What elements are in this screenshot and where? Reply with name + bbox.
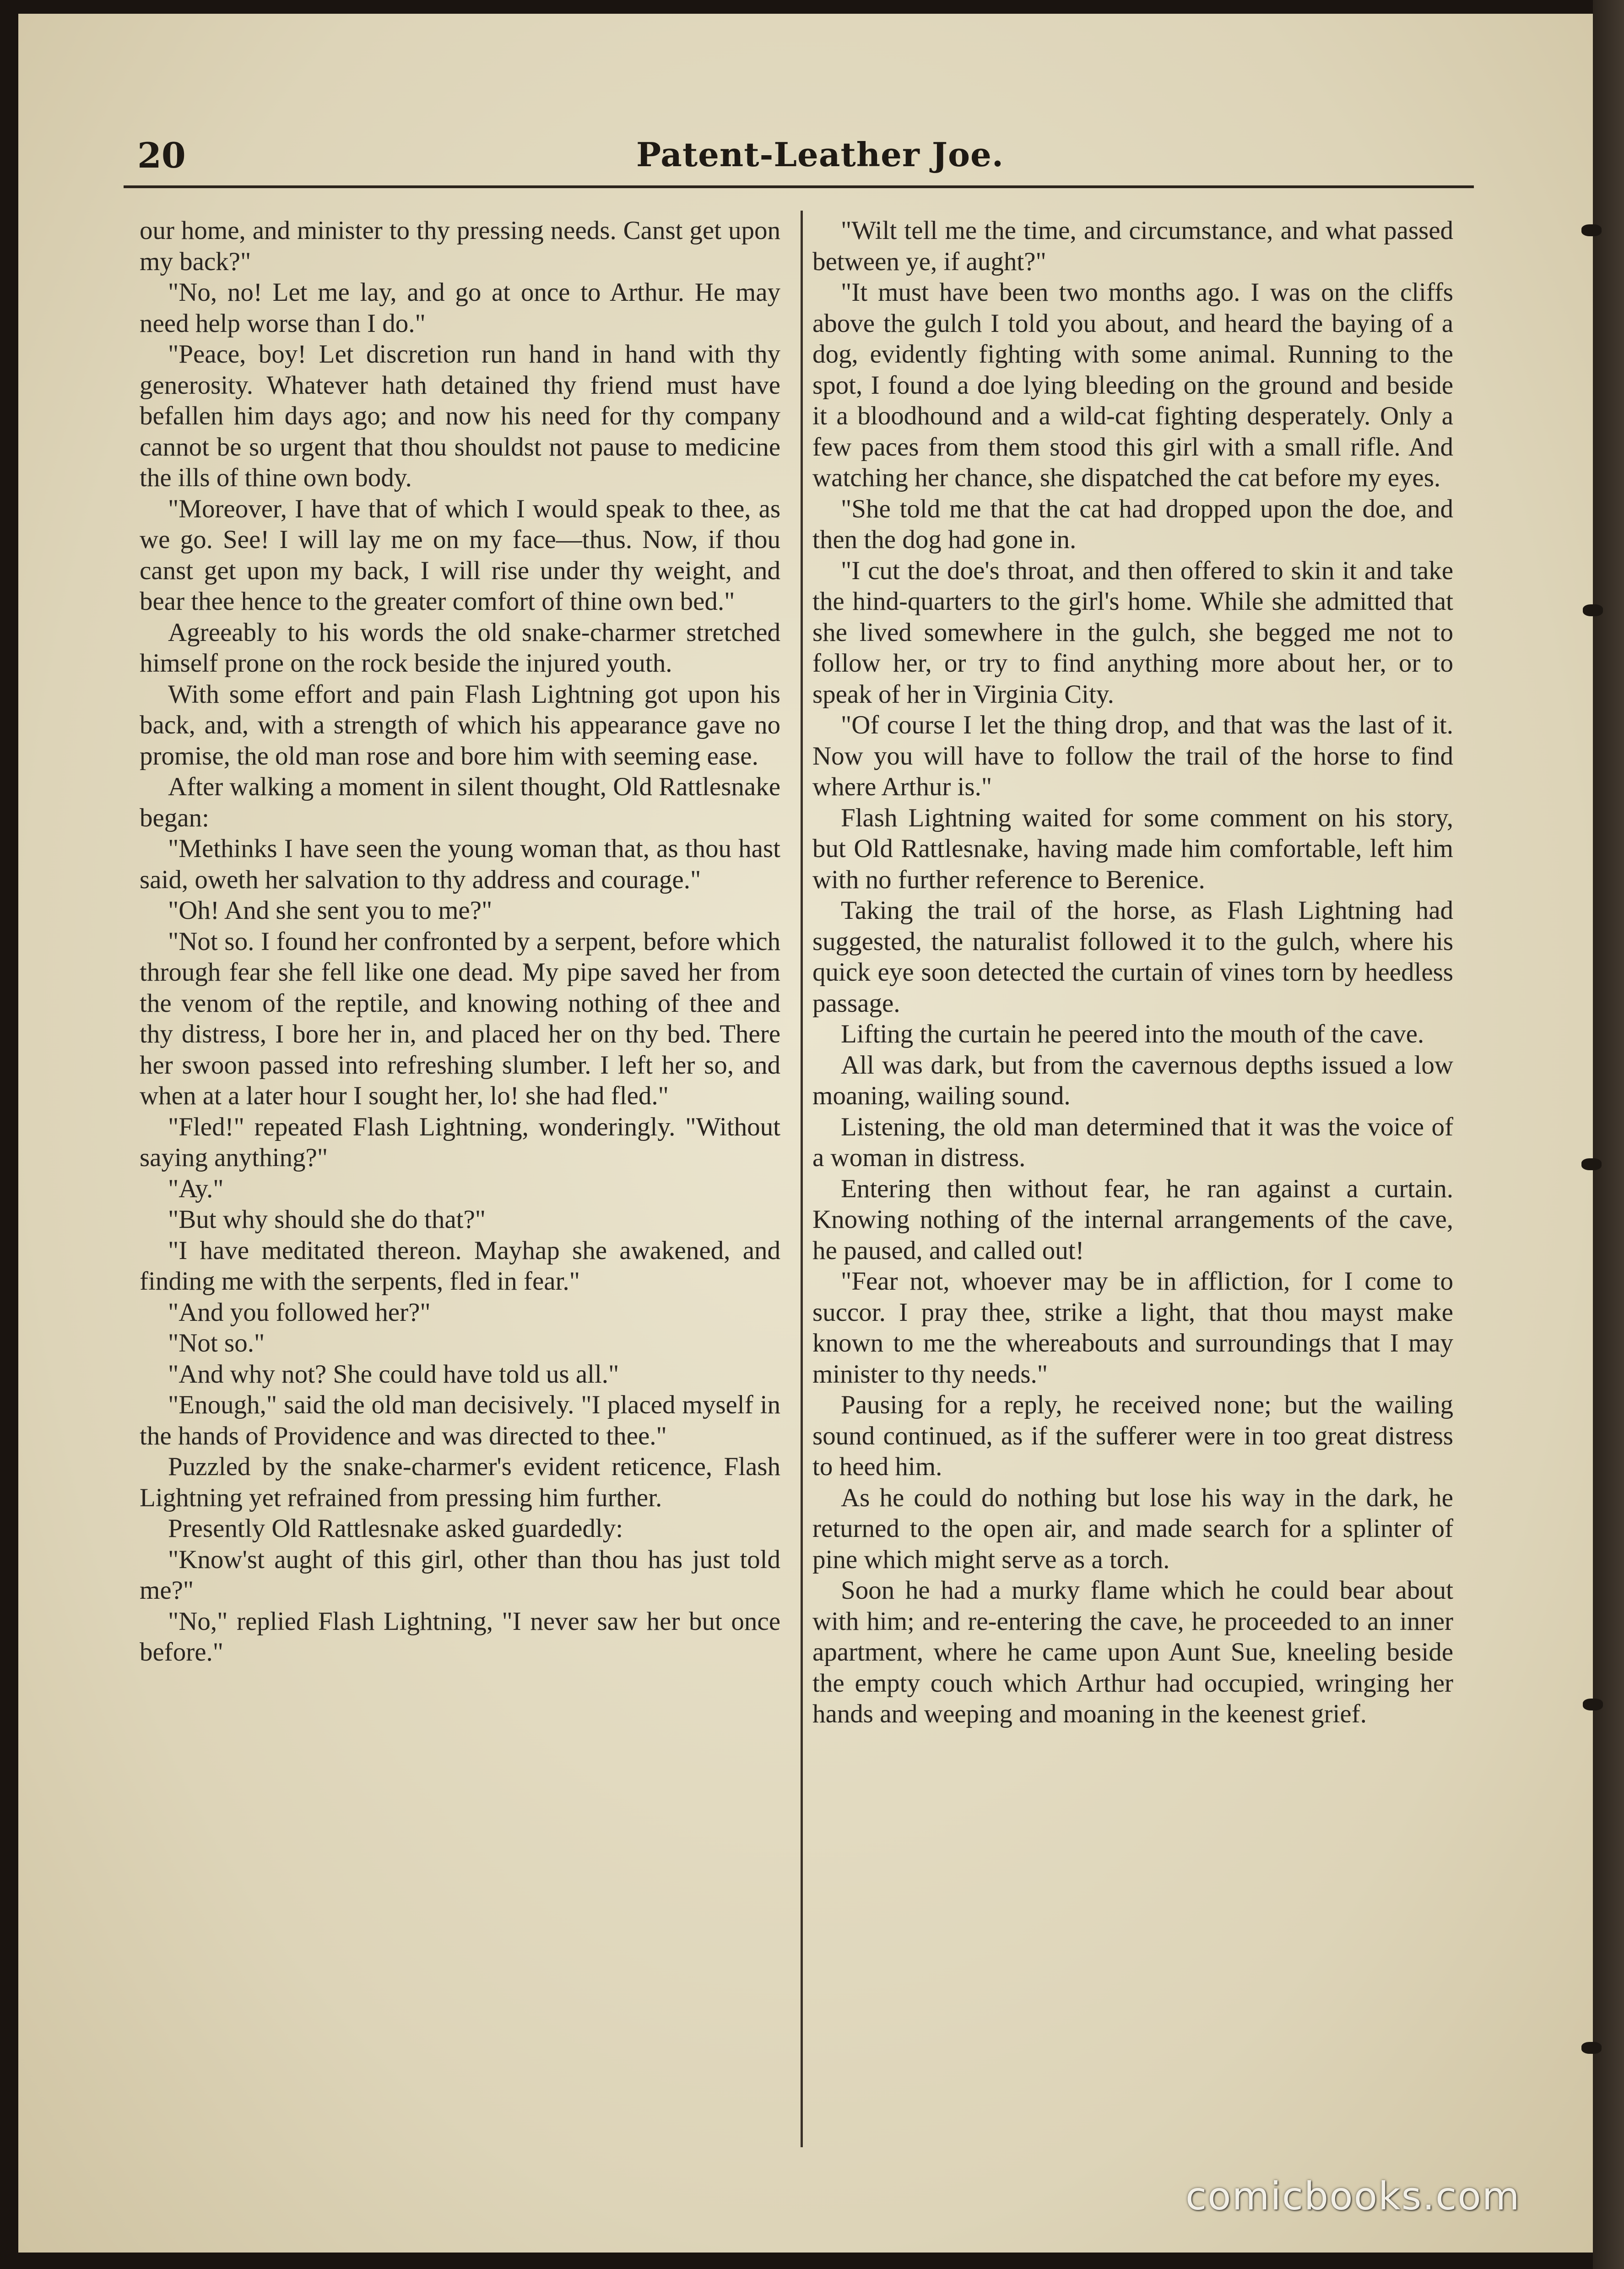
running-title: Patent-Leather Joe.: [636, 135, 1004, 174]
paragraph: "No," replied Flash Lightning, "I never saw her but once before.": [140, 1607, 780, 1666]
paragraph: Agreeably to his words the old snake-charmer stretched himself prone on the rock beside the injured youth.: [140, 618, 780, 678]
paragraph: "It must have been two months ago. I was on the cliffs above the gulch I told you about, and heard the baying of a dog, evidently fighting with some animal. Running to the spot, I found a doe lying bleeding on the ground and beside it a bloodhound and a wild-cat fighting desperately. Only a few paces from them stood this girl with a small rifle. And watching her chance, she dispatched the cat before my eyes.: [812, 278, 1453, 492]
paragraph: "Enough," said the old man decisively. "I placed myself in the hands of Providence and was directed to thee.": [140, 1390, 780, 1450]
paragraph: After walking a moment in silent thought, Old Rattlesnake began:: [140, 772, 780, 832]
paragraph: "And why not? She could have told us all.": [168, 1359, 619, 1389]
paragraph: Flash Lightning waited for some comment on his story, but Old Rattlesnake, having made him comfortable, left him with no further reference to Berenice.: [812, 803, 1453, 894]
paragraph: "I cut the doe's throat, and then offered to skin it and take the hind-quarters to the girl's home. While she admitted that she lived somewhere in the gulch, she begged me not to follow her, or try to find anything more about her, or to speak of her in Virginia City.: [812, 556, 1453, 709]
watermark: comicbooks.com: [1186, 2174, 1521, 2219]
paragraph: "Not so.": [168, 1329, 265, 1357]
paragraph: Presently Old Rattlesnake asked guardedly:: [168, 1514, 623, 1543]
left-column: [140, 215, 780, 1668]
magazine-page: [18, 14, 1593, 2253]
paragraph: Lifting the curtain he peered into the mouth of the cave.: [841, 1020, 1424, 1048]
paragraph: Pausing for a reply, he received none; but the wailing sound continued, as if the sufferer were in too great distress to heed him.: [812, 1390, 1453, 1481]
binding-hole: [1581, 2042, 1602, 2054]
paragraph: "Fear not, whoever may be in affliction, for I come to succor. I pray thee, strike a light, that thou mayst make known to me the whereabouts and surroundings that I may minister to thy needs.": [812, 1267, 1453, 1389]
page-header: [137, 135, 1465, 190]
binding-hole: [1581, 224, 1602, 236]
page-edge: [1593, 0, 1624, 2269]
paragraph: All was dark, but from the cavernous depths issued a low moaning, wailing sound.: [812, 1050, 1453, 1110]
paragraph: "She told me that the cat had dropped upon the doe, and then the dog had gone in.: [812, 494, 1453, 554]
paragraph: our home, and minister to thy pressing needs. Canst get upon my back?": [140, 216, 780, 276]
paragraph: With some effort and pain Flash Lightning got upon his back, and, with a strength of which his appearance gave no promise, the old man rose and bore him with seeming ease.: [140, 679, 780, 771]
paragraph: "Oh! And she sent you to me?": [168, 896, 493, 925]
paragraph: "I have meditated thereon. Mayhap she awakened, and finding me with the serpents, fled in fear.": [140, 1236, 780, 1296]
paragraph: "But why should she do that?": [168, 1205, 486, 1234]
column-divider: [801, 211, 803, 2147]
paragraph: "No, no! Let me lay, and go at once to Arthur. He may need help worse than I do.": [140, 278, 780, 338]
paragraph: "Not so. I found her confronted by a serpent, before which through fear she fell like one dead. My pipe saved her from the venom of the reptile, and knowing nothing of thee and thy distress, I bore her in, and placed her on thy bed. There her swoon passed into refreshing slumber. I left her so, and when at a later hour I sought her, lo! she had fled.": [140, 927, 780, 1110]
paragraph: "Peace, boy! Let discretion run hand in hand with thy generosity. Whatever hath detained thy friend must have befallen him days ago; and now his need for thy company cannot be so urgent that thou shouldst not pause to medicine the ills of thine own body.: [140, 340, 780, 492]
paragraph: "Fled!" repeated Flash Lightning, wonderingly. "Without saying anything?": [140, 1112, 780, 1172]
paragraph: Taking the trail of the horse, as Flash Lightning had suggested, the naturalist followed it to the gulch, where his quick eye soon detected the curtain of vines torn by heedless passage.: [812, 896, 1453, 1018]
right-column: [812, 215, 1453, 1730]
paragraph: As he could do nothing but lose his way in the dark, he returned to the open air, and made search for a splinter of pine which might serve as a torch.: [812, 1483, 1453, 1574]
paragraph: "Of course I let the thing drop, and that was the last of it. Now you will have to follow the trail of the horse to find where Arthur is.": [812, 711, 1453, 801]
paragraph: "Moreover, I have that of which I would speak to thee, as we go. See! I will lay me on my face—thus. Now, if thou canst get upon my back, I will rise under thy weight, and bear thee hence to the greater comfort of thine own bed.": [140, 494, 780, 616]
paragraph: "Wilt tell me the time, and circumstance, and what passed between ye, if aught?": [812, 216, 1453, 276]
paragraph: Entering then without fear, he ran against a curtain. Knowing nothing of the internal arrangements of the cave, he paused, and called out!: [812, 1174, 1453, 1265]
paragraph: Listening, the old man determined that it was the voice of a woman in distress.: [812, 1112, 1453, 1172]
binding-hole: [1583, 604, 1603, 616]
paragraph: "Ay.": [168, 1174, 224, 1203]
paragraph: "Methinks I have seen the young woman that, as thou hast said, oweth her salvation to thy address and courage.": [140, 834, 780, 894]
binding-hole: [1581, 1158, 1602, 1170]
header-rule: [124, 185, 1474, 188]
paragraph: Puzzled by the snake-charmer's evident reticence, Flash Lightning yet refrained from pressing him further.: [140, 1452, 780, 1512]
paragraph: Soon he had a murky flame which he could bear about with him; and re-entering the cave, he proceeded to an inner apartment, where he came upon Aunt Sue, kneeling beside the empty couch which Arthur had occupied, wringing her hands and weeping and moaning in the keenest grief.: [812, 1576, 1453, 1728]
page-number: 20: [137, 135, 186, 176]
paragraph: "And you followed her?": [168, 1297, 431, 1327]
paragraph: "Know'st aught of this girl, other than thou has just told me?": [140, 1545, 780, 1605]
binding-hole: [1583, 1699, 1603, 1710]
